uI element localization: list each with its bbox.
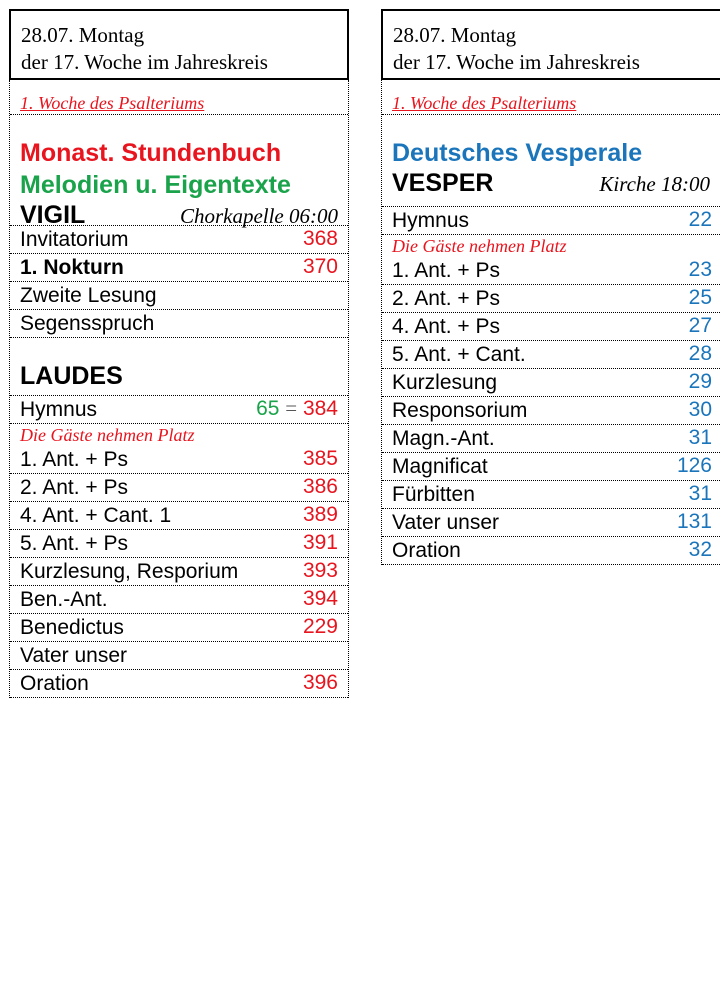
list-item[interactable]	[382, 537, 720, 565]
entry-label: 2. Ant. + Ps	[20, 476, 128, 499]
entry-label: Vater unser	[392, 511, 499, 534]
list-item[interactable]	[10, 226, 348, 254]
list-item[interactable]	[382, 285, 720, 313]
list-item[interactable]	[382, 453, 720, 481]
entry-label: Magn.-Ant.	[392, 427, 495, 450]
list-item[interactable]	[382, 257, 720, 285]
vesper-title-row	[392, 169, 710, 198]
list-item[interactable]	[10, 670, 348, 698]
list-item[interactable]	[10, 282, 348, 310]
page-number: 23	[688, 258, 712, 281]
vesper-hymnus-row[interactable]	[382, 207, 720, 235]
list-item[interactable]	[10, 642, 348, 670]
entry-label: Oration	[392, 539, 461, 562]
vigil-list	[10, 225, 348, 338]
section-title-laudes: LAUDES	[20, 362, 123, 390]
page-number: 126	[676, 454, 712, 477]
page-number: 32	[688, 538, 712, 561]
laudes-header	[10, 338, 348, 396]
entry-label: Vater unser	[20, 644, 127, 667]
list-item[interactable]	[382, 341, 720, 369]
laudes-hymnus-row[interactable]	[10, 396, 348, 424]
page-number-red: 384	[302, 397, 338, 420]
page-number: 386	[302, 475, 338, 498]
list-item[interactable]	[10, 446, 348, 474]
page-number: 391	[302, 531, 338, 554]
entry-label: Oration	[20, 672, 89, 695]
list-item[interactable]	[10, 614, 348, 642]
entry-label: Ben.-Ant.	[20, 588, 108, 611]
psalter-week: 1. Woche des Psalteriums	[392, 93, 577, 113]
page-number: 30	[688, 398, 712, 421]
guest-note: Die Gäste nehmen Platz	[20, 425, 195, 445]
week-of-year-line: der 17. Woche im Jahreskreis	[21, 50, 268, 74]
entry-label: Magnificat	[392, 455, 488, 478]
entry-label: 4. Ant. + Cant. 1	[20, 504, 172, 527]
list-item[interactable]	[382, 397, 720, 425]
entry-label: Invitatorium	[20, 228, 129, 251]
page-number: 31	[688, 426, 712, 449]
week-of-year-line: der 17. Woche im Jahreskreis	[393, 50, 640, 74]
page-number: 25	[688, 286, 712, 309]
list-item[interactable]	[382, 313, 720, 341]
entry-label: Hymnus	[392, 209, 470, 232]
vesper-header	[382, 115, 720, 207]
entry-label: 1. Ant. + Ps	[392, 259, 500, 282]
entry-label: Benedictus	[20, 616, 124, 639]
psalter-week-row	[10, 80, 348, 115]
list-item[interactable]	[10, 310, 348, 338]
entry-label: 5. Ant. + Cant.	[392, 343, 526, 366]
page-number: 385	[302, 447, 338, 470]
list-item[interactable]	[10, 586, 348, 614]
entry-label: 2. Ant. + Ps	[392, 287, 500, 310]
vigil-header	[10, 115, 348, 229]
page-number-green: 65	[256, 397, 280, 420]
right-card	[381, 9, 720, 565]
entry-label: Zweite Lesung	[20, 284, 157, 307]
page-number: 389	[302, 503, 338, 526]
equals-sign: =	[285, 396, 298, 420]
list-item[interactable]	[10, 530, 348, 558]
book-subtitle-melodien: Melodien u. Eigentexte	[20, 171, 291, 199]
entry-label: Kurzlesung, Resporium	[20, 560, 239, 583]
page-number: 229	[302, 615, 338, 638]
page-number: 393	[302, 559, 338, 582]
list-item[interactable]	[10, 474, 348, 502]
book-title-vesperale: Deutsches Vesperale	[392, 139, 643, 167]
laudes-list	[10, 446, 348, 698]
vesper-location: Kirche 18:00	[599, 172, 710, 196]
entry-label: 5. Ant. + Ps	[20, 532, 128, 555]
left-schedule	[9, 80, 349, 698]
entry-label: 1. Nokturn	[20, 256, 124, 279]
book-title-stundenbuch: Monast. Stundenbuch	[20, 139, 282, 167]
entry-label: Kurzlesung	[392, 371, 498, 394]
page-number: 31	[688, 482, 712, 505]
psalter-week-row	[382, 80, 720, 115]
page-number: 370	[302, 255, 338, 278]
list-item[interactable]	[10, 558, 348, 586]
page-number: 368	[302, 227, 338, 250]
entry-label: Responsorium	[392, 399, 528, 422]
entry-label: 1. Ant. + Ps	[20, 448, 128, 471]
page-number: 394	[302, 587, 338, 610]
entry-label: 4. Ant. + Ps	[392, 315, 500, 338]
date-header	[9, 9, 349, 80]
list-item[interactable]	[382, 509, 720, 537]
section-title-vesper: VESPER	[392, 169, 494, 197]
page-number: 27	[688, 314, 712, 337]
date-line: 28.07. Montag	[393, 23, 517, 47]
page-number: 396	[302, 671, 338, 694]
page-number: 29	[688, 370, 712, 393]
left-card	[9, 9, 349, 698]
list-item[interactable]	[382, 425, 720, 453]
date-header	[381, 9, 720, 80]
entry-label: Hymnus	[20, 398, 98, 421]
vesper-list	[382, 257, 720, 565]
vigil-location: Chorkapelle 06:00	[179, 204, 338, 228]
list-item[interactable]	[382, 369, 720, 397]
guest-note: Die Gäste nehmen Platz	[392, 236, 567, 256]
page-number: 22	[688, 208, 712, 231]
date-line: 28.07. Montag	[21, 23, 145, 47]
page-number: 28	[688, 342, 712, 365]
page-number: 131	[676, 510, 712, 533]
psalter-week: 1. Woche des Psalteriums	[20, 93, 205, 113]
section-title-vigil: VIGIL	[20, 201, 86, 229]
list-item[interactable]	[10, 502, 348, 530]
right-schedule	[381, 80, 720, 565]
list-item[interactable]	[10, 254, 348, 282]
entry-label: Segensspruch	[20, 312, 155, 335]
hymnus-pages	[256, 395, 338, 422]
list-item[interactable]	[382, 481, 720, 509]
entry-label: Fürbitten	[392, 483, 475, 506]
